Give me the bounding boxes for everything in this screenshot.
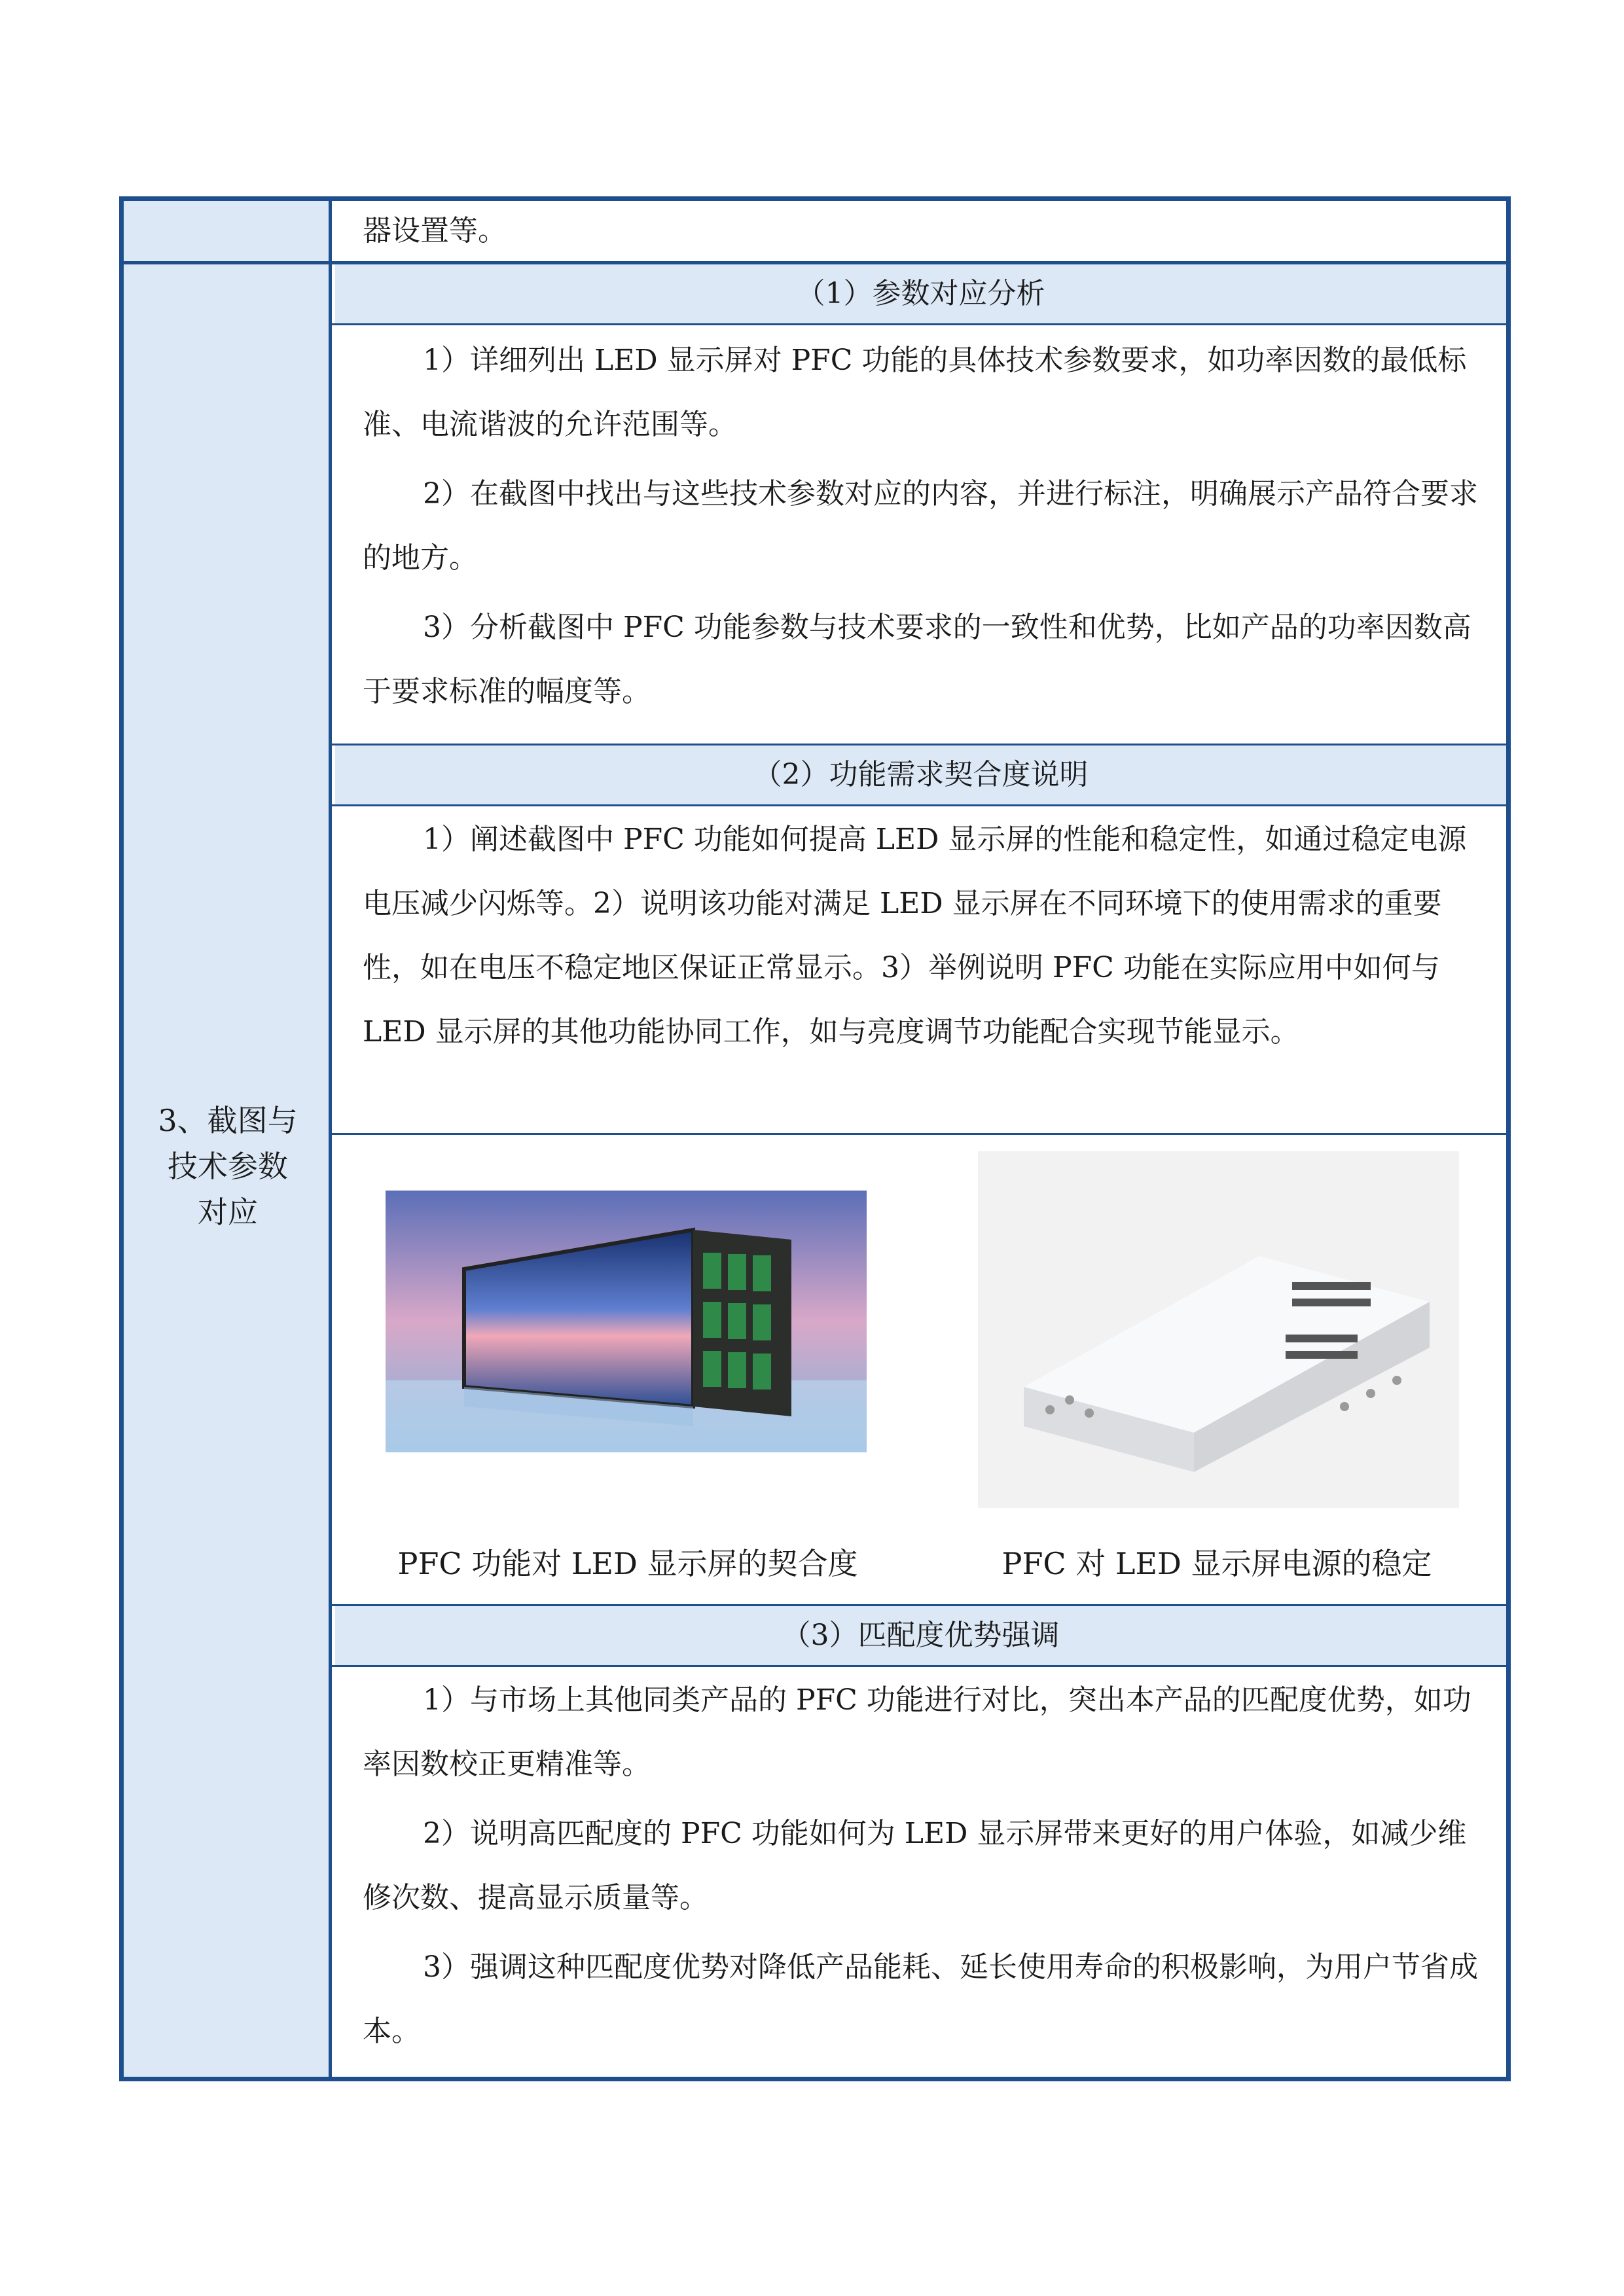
part1-paragraph-2: 2）在截图中找出与这些技术参数对应的内容，并进行标注，明确展示产品符合要求的地方。 [363, 477, 1478, 575]
image-caption-1: PFC 功能对 LED 显示屏的契合度 [397, 1546, 858, 1581]
continuation-cell [363, 201, 1480, 261]
row-divider [332, 323, 1506, 325]
image-caption-2: PFC 对 LED 显示屏电源的稳定 [1001, 1546, 1432, 1581]
section-label-line-2: 技术参数 [168, 1149, 288, 1184]
part2-body [363, 808, 1480, 1064]
row-divider [332, 1665, 1506, 1667]
power-supply-unit-image [978, 1151, 1459, 1508]
part3-paragraph-2: 2）说明高匹配度的 PFC 功能如何为 LED 显示屏带来更好的用户体验，如减少维修次数、提高显示质量等。 [363, 1817, 1467, 1914]
part3-paragraph-3: 3）强调这种匹配度优势对降低产品能耗、延长使用寿命的积极影响，为用户节省成本。 [363, 1950, 1478, 2048]
part1-body [363, 329, 1480, 724]
row-divider [332, 1133, 1506, 1135]
part3-heading: （3）匹配度优势强调 [335, 1606, 1506, 1665]
part2-paragraph: 1）阐述截图中 PFC 功能如何提高 LED 显示屏的性能和稳定性，如通过稳定电源电压减少闪烁等。2）说明该功能对满足 LED 显示屏在不同环境下的使用需求的重要性，如在电压不稳定地区保证正常显示。3）举例说明 PFC 功能在实际应用中如何与 LED 显示屏的其他功能协同工作，如与亮度调节功能配合实现节能显示。 [363, 823, 1467, 1049]
continuation-text: 器设置等。 [363, 214, 507, 247]
part3-paragraph-1: 1）与市场上其他同类产品的 PFC 功能进行对比，突出本产品的匹配度优势，如功率因数校正更精准等。 [363, 1683, 1471, 1781]
part1-heading: （1）参数对应分析 [335, 264, 1506, 323]
part1-paragraph-1: 1）详细列出 LED 显示屏对 PFC 功能的具体技术参数要求，如功率因数的最低标准、电流谐波的允许范围等。 [363, 344, 1467, 441]
part2-heading: （2）功能需求契合度说明 [335, 745, 1506, 804]
led-display-panel-image [386, 1191, 867, 1452]
section-label-line-3: 对应 [198, 1194, 258, 1230]
section-label [124, 1098, 332, 1235]
part1-paragraph-3: 3）分析截图中 PFC 功能参数与技术要求的一致性和优势，比如产品的功率因数高于要求标准的幅度等。 [363, 611, 1471, 708]
spec-table [119, 196, 1511, 2081]
part3-body [363, 1668, 1480, 2064]
row-divider [332, 804, 1506, 806]
section-label-line-1: 3、截图与 [158, 1103, 298, 1138]
